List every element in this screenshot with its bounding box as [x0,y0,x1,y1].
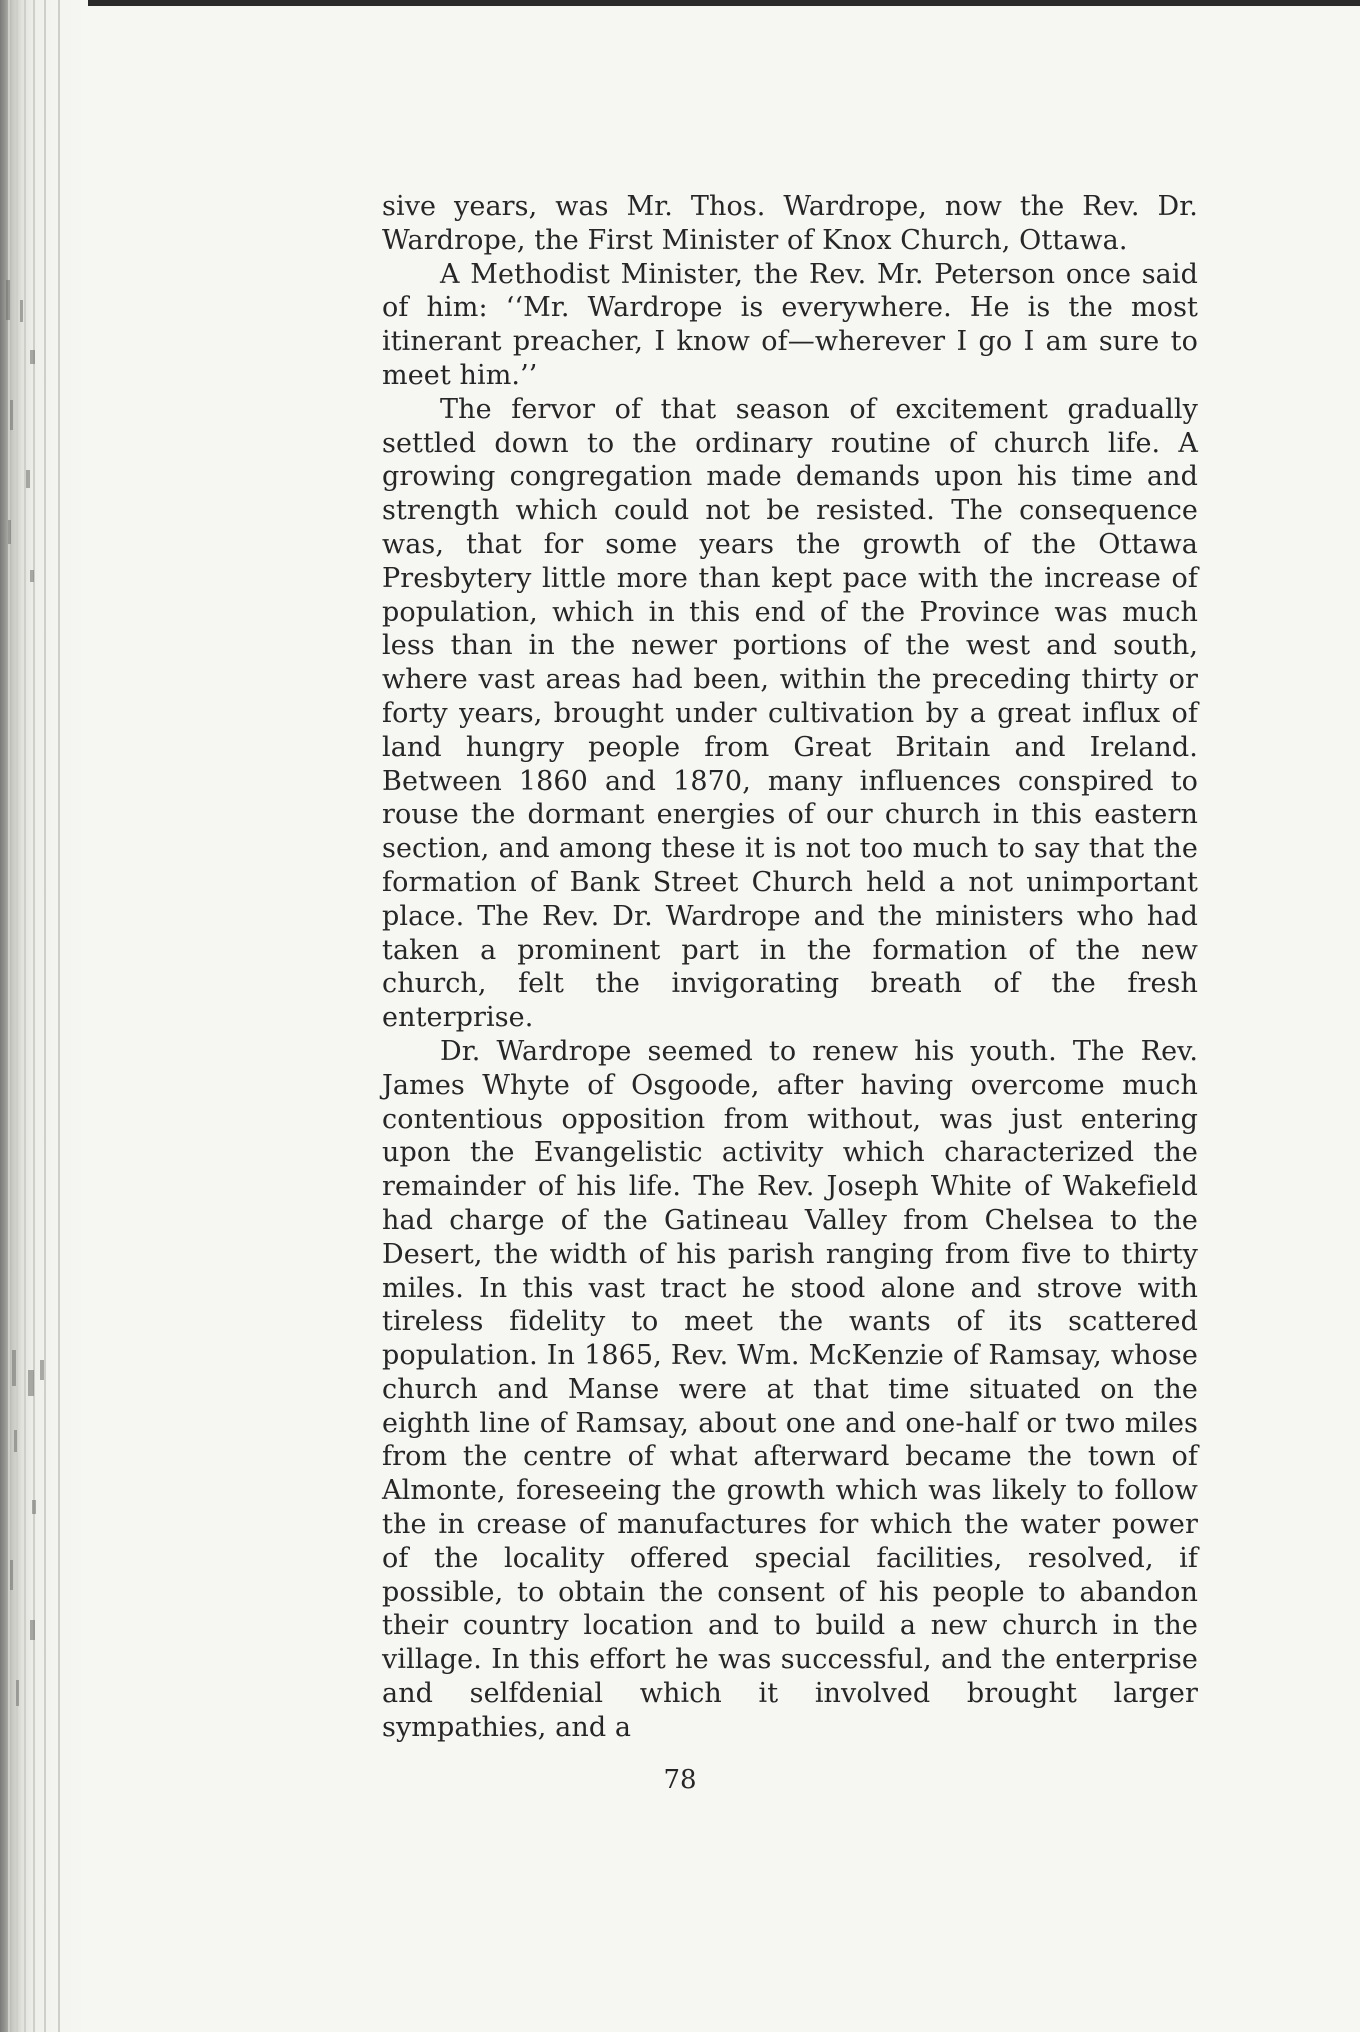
page-stack-line [44,0,46,2032]
paragraph-2: A Methodist Minister, the Rev. Mr. Peterson once said of him: ‘‘Mr. Wardrope is everywhere. He is the most itinerant preacher, I know of—wherever I go I am sure to meet him.’’ [382,258,1198,391]
paragraph-1: sive years, was Mr. Thos. Wardrope, now the Rev. Dr. Wardrope, the First Minister of Knox Church, Ottawa. [382,191,1198,256]
page-stack-line [33,0,35,2032]
page-body [382,190,1198,1745]
scan-top-edge [0,0,1360,6]
page-stack-line [24,0,26,2032]
paragraph-3: The fervor of that season of excitement gradually settled down to the ordinary routine of church life. A growing congregation made demands upon his time and strength which could not be resisted. The consequence was, that for some years the growth of the Ottawa Presbytery little more than kept pace with the increase of population, which in this end of the Province was much less than in the newer portions of the west and south, where vast areas had been, within the preceding thirty or forty years, brought under cultivation by a great influx of land hungry people from Great Britain and Ireland. Between 1860 and 1870, many influences conspired to rouse the dormant energies of our church in this eastern section, and among these it is not too much to say that the formation of Bank Street Church held a not unimportant place. The Rev. Dr. Wardrope and the ministers who had taken a prominent part in the formation of the new church, felt the invigorating breath of the fresh enterprise. [382,393,1198,1034]
page-number: 78 [663,1765,697,1795]
book-binding-edge [0,0,88,2032]
page-stack-line [58,0,60,2032]
page-stack-line [16,0,18,2032]
paragraph-4: Dr. Wardrope seemed to renew his youth. The Rev. James Whyte of Osgoode, after having overcome much contentious opposition from without, was just entering upon the Evangelistic activity which characterized the remainder of his life. The Rev. Joseph White of Wakefield had charge of the Gatineau Valley from Chelsea to the Desert, the width of his parish ranging from five to thirty miles. In this vast tract he stood alone and strove with tireless fidelity to meet the wants of its scattered population. In 1865, Rev. Wm. McKenzie of Ramsay, whose church and Manse were at that time situated on the eighth line of Ramsay, about one and one-half or two miles from the centre of what afterward became the town of Almonte, foreseeing the growth which was likely to follow the in crease of manufactures for which the water power of the locality offered special facilities, resolved, if possible, to obtain the consent of his people to abandon their country location and to build a new church in the village. In this effort he was successful, and the enterprise and selfdenial which it involved brought larger sympathies, and a [382,1035,1198,1743]
